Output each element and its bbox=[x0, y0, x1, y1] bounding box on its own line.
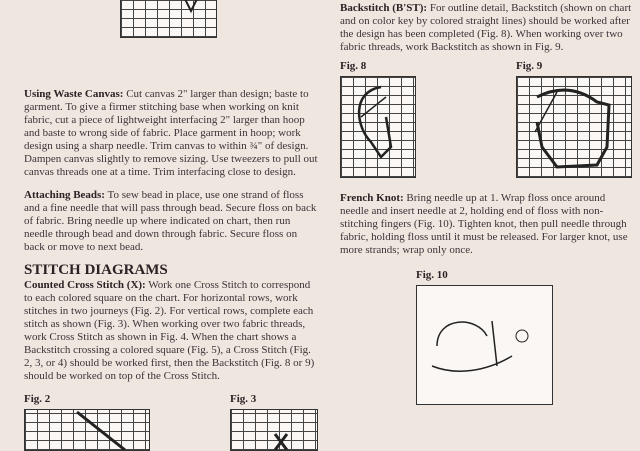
fig3-block bbox=[230, 393, 318, 451]
figure-9 bbox=[516, 76, 632, 178]
fig9-block bbox=[516, 60, 632, 178]
fig10-label: Fig. 10 bbox=[416, 269, 448, 281]
section-heading: STITCH DIAGRAMS bbox=[24, 262, 168, 278]
fig8-block bbox=[340, 60, 416, 178]
waste-canvas-paragraph: Using Waste Canvas: Cut canvas 2" larger than design; baste to garment. To give a firmer stitching base when working on knit fabric, cut a piece of lightweight interfacing 2" larger than hoop and baste to wrong side of fabric. Place garment in hoop; work design using a sharp needle. Trim canvas to within ¾" of design. Dampen canvas slightly to remove sizing. Use tweezers to pull out canvas threads one at a time. Trim interfacing close to design. bbox=[24, 88, 318, 178]
backstitch-paragraph: Backstitch (B'ST): For outline detail, Backstitch (shown on chart and on color key by colored straight lines) should be worked after the design has been completed (Fig. 8). When working over two fabric threads, work Backstitch as shown in Fig. 9. bbox=[340, 2, 632, 53]
fig2-label: Fig. 2 bbox=[24, 393, 51, 405]
cross-stitch-paragraph: Counted Cross Stitch (X): Work one Cross Stitch to correspond to each colored square on the chart. For horizontal rows, work stitches in two journeys (Fig. 2). For vertical rows, complete each stitch as shown (Fig. 3). When working over two fabric threads, work Cross Stitch as shown in Fig. 4. When the chart shows a Backstitch crossing a colored square (Fig. 5), a Cross Stitch (Fig. 2, 3, or 4) should be worked first, then the Backstitch (Fig. 8 or 9) should be worked on top of the Cross Stitch. bbox=[24, 279, 315, 382]
right-column bbox=[340, 2, 632, 405]
attaching-beads-paragraph: Attaching Beads: To sew bead in place, use one strand of floss and a fine needle that will pass through bead. Secure floss on back of fabric. Bring needle up where indicated on chart, then run needle through bead and down through fabric. Secure floss on back or move to next bead. bbox=[24, 189, 317, 253]
figure-2 bbox=[24, 409, 150, 451]
figure-top bbox=[120, 0, 217, 38]
fig10-block bbox=[416, 269, 632, 405]
figure-3 bbox=[230, 409, 318, 451]
left-column bbox=[24, 88, 318, 451]
fig8-label: Fig. 8 bbox=[340, 60, 367, 72]
fig9-label: Fig. 9 bbox=[516, 60, 543, 72]
figure-10 bbox=[416, 285, 553, 405]
fig3-label: Fig. 3 bbox=[230, 393, 257, 405]
figure-8 bbox=[340, 76, 416, 178]
fig2-block bbox=[24, 393, 150, 451]
french-knot-paragraph: French Knot: Bring needle up at 1. Wrap floss once around needle and insert needle at 2, holding end of floss with non-stitching fingers (Fig. 10). Tighten knot, then pull needle through fabric, holding floss until it must be released. For larger knot, use more strands; wrap only once. bbox=[340, 192, 628, 256]
